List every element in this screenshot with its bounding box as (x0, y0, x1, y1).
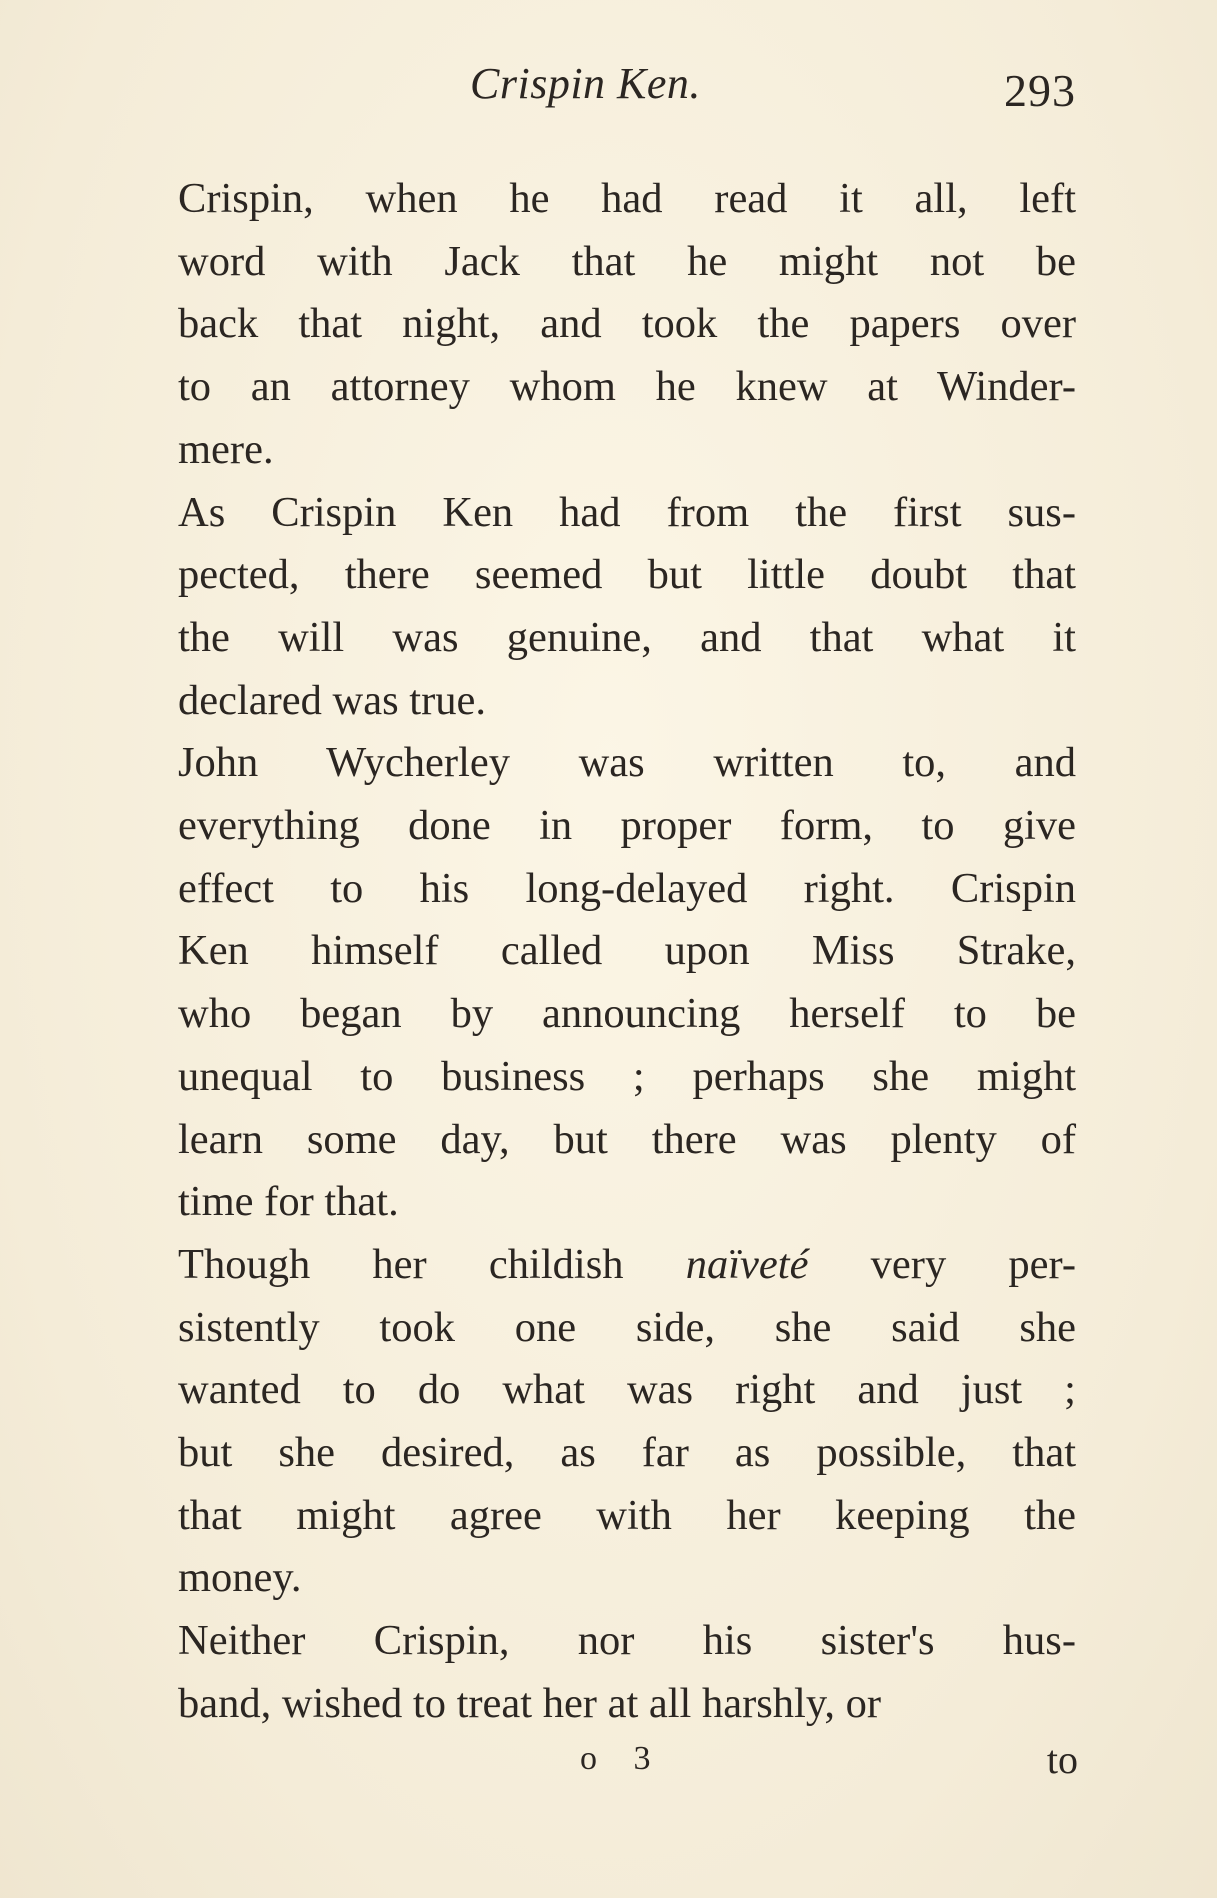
text-line: band, wished to treat her at all harshly, or (178, 1679, 881, 1727)
text-line (126, 1234, 1076, 1297)
text-line: Ken himself called upon Miss Strake, (178, 927, 1076, 975)
text-line: declared was true. (178, 676, 486, 724)
text-line: who began by announcing herself to be (178, 990, 1076, 1038)
paragraph-1 (126, 168, 1076, 482)
emphasis-word: naïveté (685, 1240, 809, 1288)
text-run: very per- (808, 1240, 1076, 1288)
text-line: everything done in proper form, to give (178, 802, 1076, 850)
text-line: unequal to business ; perhaps she might (178, 1052, 1076, 1100)
text-line: Crispin, when he had read it all, left (178, 175, 1076, 222)
text-line: mere. (178, 425, 274, 473)
catchword: to (1046, 1737, 1078, 1782)
paragraph-4 (126, 1234, 1076, 1610)
text-line: Neither Crispin, nor his sister's hus- (178, 1617, 1076, 1665)
text-line: John Wycherley was written to, and (178, 739, 1076, 787)
text-line: word with Jack that he might not be (178, 237, 1076, 285)
text-line: time for that. (178, 1178, 399, 1226)
body-text (126, 168, 1076, 1736)
text-line: the will was genuine, and that what it (178, 613, 1076, 661)
text-line: that might agree with her keeping the (178, 1491, 1076, 1539)
text-line: but she desired, as far as possible, that (178, 1429, 1076, 1477)
text-line: pected, there seemed but little doubt that (178, 551, 1076, 599)
page-footer (0, 1736, 1217, 1796)
text-line: wanted to do what was right and just ; (178, 1366, 1076, 1414)
page-number: 293 (1004, 65, 1076, 116)
paragraph-2 (126, 482, 1076, 733)
text-line: As Crispin Ken had from the first sus- (178, 488, 1076, 536)
running-title: Crispin Ken. (470, 59, 701, 108)
text-line: back that night, and took the papers over (178, 300, 1076, 348)
text-line: sistently took one side, she said she (178, 1303, 1076, 1351)
running-head (0, 58, 1217, 118)
text-line: effect to his long-delayed right. Crispin (178, 864, 1076, 912)
paragraph-5 (126, 1610, 1076, 1735)
text-line: to an attorney whom he knew at Winder- (178, 363, 1076, 411)
text-line: money. (178, 1554, 302, 1602)
text-run: Though her childish (178, 1240, 686, 1288)
paragraph-3 (126, 732, 1076, 1234)
signature-mark: o 3 (580, 1740, 665, 1777)
text-line: learn some day, but there was plenty of (178, 1115, 1076, 1163)
